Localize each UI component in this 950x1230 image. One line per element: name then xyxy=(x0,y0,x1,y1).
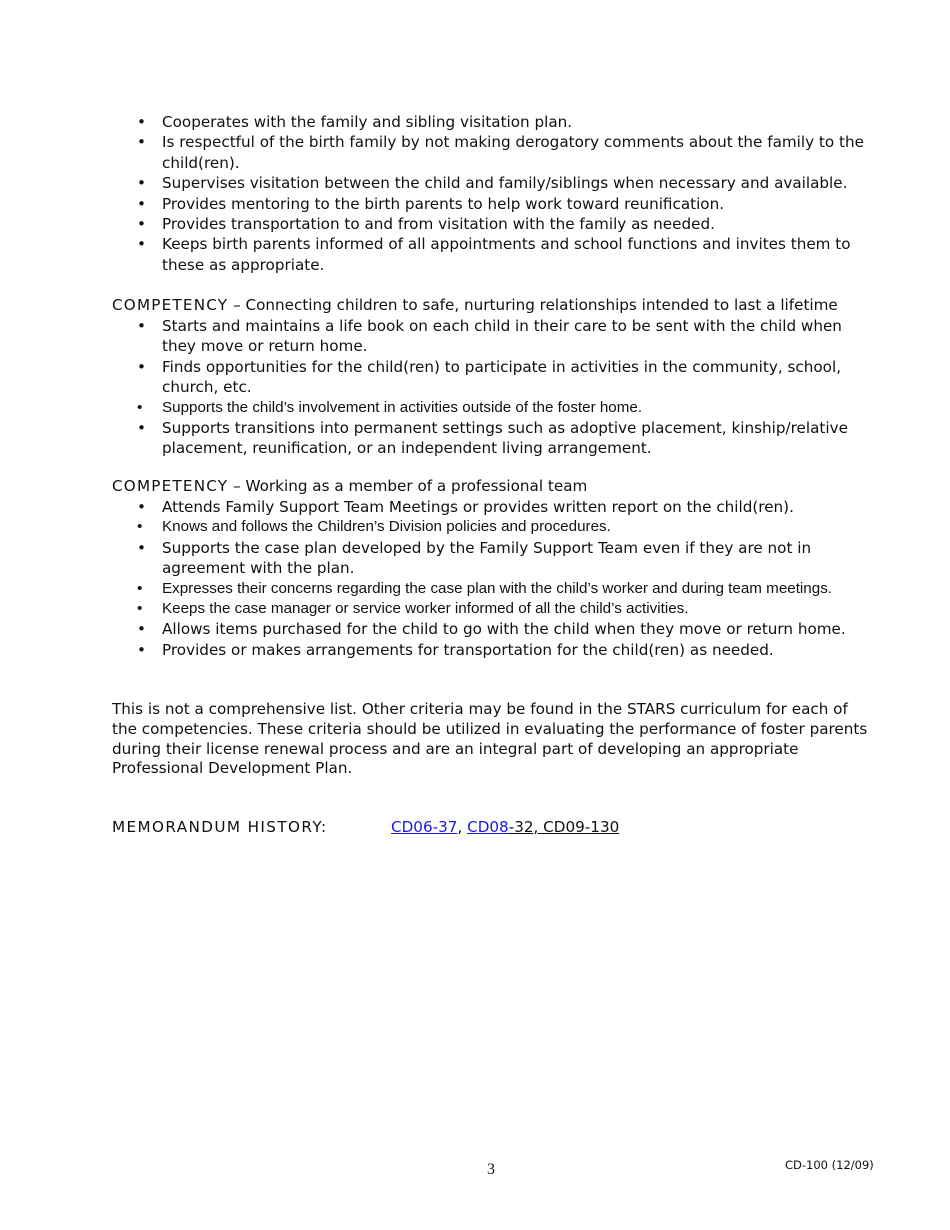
memo-separator: , xyxy=(457,818,468,836)
list-item: • Expresses their concerns regarding the case plan with the child’s worker and during team meetings. xyxy=(137,579,877,599)
list-item: • Finds opportunities for the child(ren) to participate in activities in the community, school, church, etc. xyxy=(137,357,877,398)
list-item: • Is respectful of the birth family by not making derogatory comments about the family to the child(ren). xyxy=(137,132,877,173)
list-item: • Knows and follows the Children’s Division policies and procedures. xyxy=(137,517,877,537)
list-item: • Supervises visitation between the child and family/siblings when necessary and available. xyxy=(137,173,877,193)
competency-title: – Connecting children to safe, nurturing relationships intended to last a lifetime xyxy=(233,296,838,314)
memo-label: MEMORANDUM HISTORY: xyxy=(112,818,328,836)
competency-label: COMPETENCY xyxy=(112,477,229,495)
competency-heading-relationships xyxy=(112,295,838,315)
visitation-list xyxy=(137,112,877,275)
memo-link-cd08[interactable]: CD08 xyxy=(467,818,509,836)
competency-heading-team xyxy=(112,476,587,496)
list-item: • Provides mentoring to the birth parents to help work toward reunification. xyxy=(137,194,877,214)
list-item: • Cooperates with the family and sibling visitation plan. xyxy=(137,112,877,132)
team-list xyxy=(137,497,877,660)
page-number: 3 xyxy=(487,1161,495,1178)
competency-label: COMPETENCY xyxy=(112,296,229,314)
memo-rest: -32, CD09-130 xyxy=(508,818,620,836)
list-item: • Supports transitions into permanent settings such as adoptive placement, kinship/relative placement, reunification, or an independent living arrangement. xyxy=(137,418,877,459)
competency-title: – Working as a member of a professional team xyxy=(233,477,588,495)
list-item: • Provides transportation to and from visitation with the family as needed. xyxy=(137,214,877,234)
form-id: CD-100 (12/09) xyxy=(785,1158,874,1172)
memo-link-cd06-37[interactable]: CD06-37 xyxy=(391,818,458,836)
list-item: • Attends Family Support Team Meetings or provides written report on the child(ren). xyxy=(137,497,877,517)
list-item: • Keeps the case manager or service worker informed of all the child’s activities. xyxy=(137,599,877,619)
list-item: • Keeps birth parents informed of all appointments and school functions and invites them to these as appropriate. xyxy=(137,234,877,275)
list-item: • Starts and maintains a life book on each child in their care to be sent with the child when they move or return home. xyxy=(137,316,877,357)
list-item: • Allows items purchased for the child to go with the child when they move or return home. xyxy=(137,619,877,639)
list-item: • Supports the child’s involvement in activities outside of the foster home. xyxy=(137,398,877,418)
list-item: • Supports the case plan developed by the Family Support Team even if they are not in agreement with the plan. xyxy=(137,538,877,579)
list-item: • Provides or makes arrangements for transportation for the child(ren) as needed. xyxy=(137,640,877,660)
closing-paragraph: This is not a comprehensive list. Other criteria may be found in the STARS curriculum for each of the competencies. These criteria should be utilized in evaluating the performance of foster parents during their license renewal process and are an integral part of developing an appropriate Professional Development Plan. xyxy=(112,700,868,778)
relationships-list xyxy=(137,316,877,459)
memorandum-history xyxy=(112,817,619,837)
